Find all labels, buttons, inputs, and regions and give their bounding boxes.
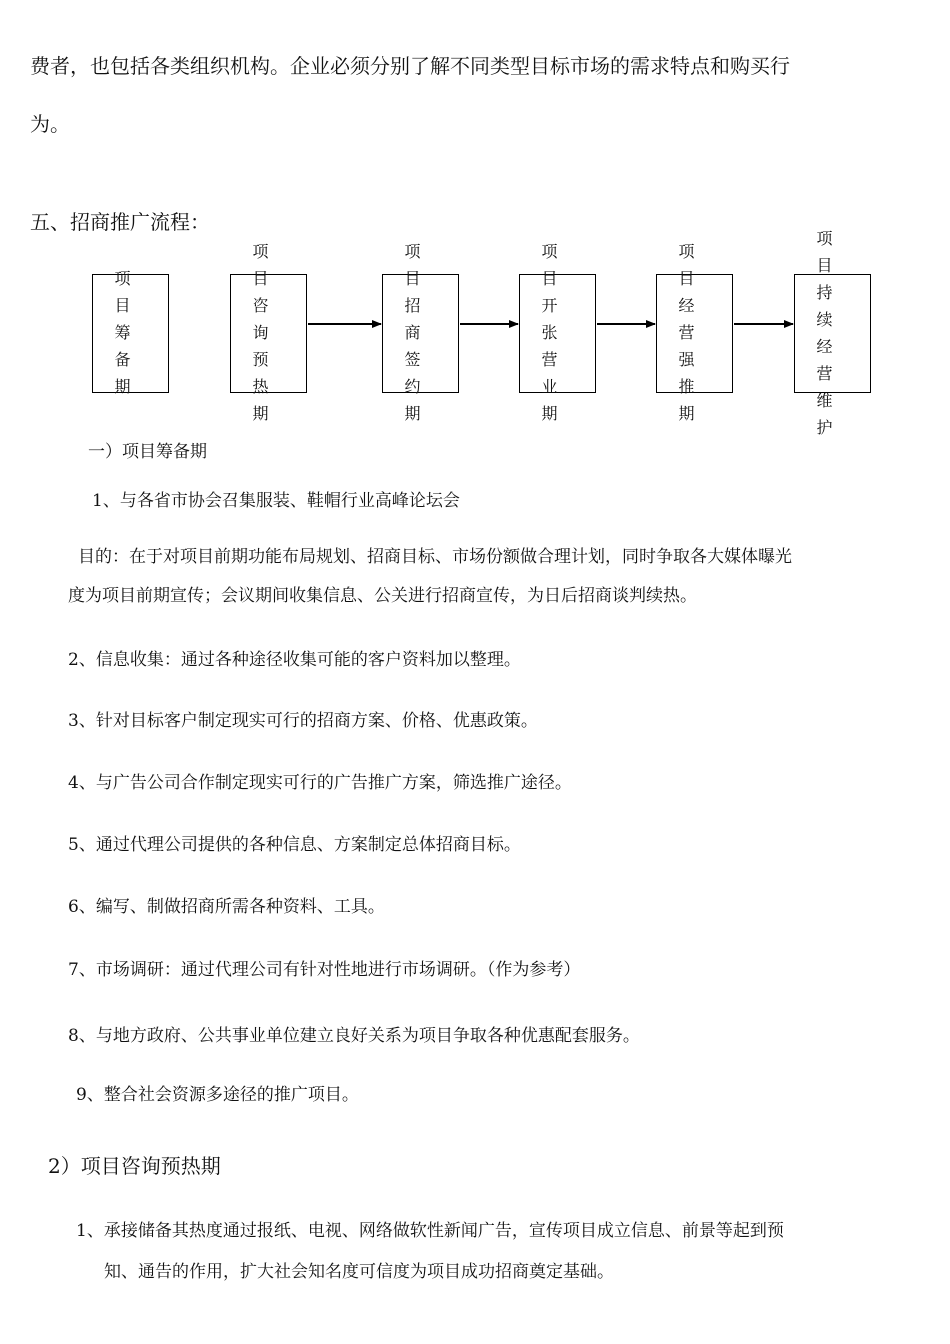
phase1-purpose-line-1: 目的：在于对项目前期功能布局规划、招商目标、市场份额做合理计划，同时争取各大媒体曝光 [78, 547, 792, 567]
intro-text-line-2: 为。 [30, 112, 70, 136]
flow-box-label: 项目持续经营维护 [816, 228, 855, 437]
phase1-item-8: 8、与地方政府、公共事业单位建立良好关系为项目争取各种优惠配套服务。 [68, 1026, 640, 1046]
flow-box-preparation [92, 269, 169, 396]
section-heading: 五、招商推广流程： [30, 210, 210, 234]
phase1-item-3: 3、针对目标客户制定现实可行的招商方案、价格、优惠政策。 [68, 711, 538, 731]
phase1-title: 一）项目筹备期 [88, 442, 207, 462]
phase2-item-1-line-1: 1、承接储备其热度通过报纸、电视、网络做软性新闻广告，宣传项目成立信息、前景等起到预 [76, 1221, 784, 1241]
intro-text-line-1: 费者，也包括各类组织机构。企业必须分别了解不同类型目标市场的需求特点和购买行 [30, 54, 790, 78]
flow-box-label: 项目经营强推期 [678, 242, 717, 423]
phase1-item-6: 6、编写、制做招商所需各种资料、工具。 [68, 897, 385, 917]
flow-box-label: 项目筹备期 [114, 269, 153, 396]
phase1-item-5: 5、通过代理公司提供的各种信息、方案制定总体招商目标。 [68, 835, 521, 855]
phase1-item-2: 2、信息收集：通过各种途径收集可能的客户资料加以整理。 [68, 650, 521, 670]
phase1-item-7: 7、市场调研：通过代理公司有针对性地进行市场调研。（作为参考） [68, 960, 581, 980]
flow-box-consultation [230, 242, 307, 423]
phase1-purpose-line-2: 度为项目前期宣传；会议期间收集信息、公关进行招商宣传，为日后招商谈判续热。 [68, 586, 697, 606]
flow-box-label: 项目开张营业期 [541, 242, 580, 423]
phase1-item-9: 9、整合社会资源多途径的推广项目。 [76, 1085, 359, 1105]
phase2-item-1-line-2: 知、通告的作用，扩大社会知名度可信度为项目成功招商奠定基础。 [104, 1262, 614, 1282]
phase1-item-1: 1、与各省市协会召集服装、鞋帽行业高峰论坛会 [92, 491, 460, 511]
flow-box-maintenance [794, 228, 871, 437]
phase1-item-4: 4、与广告公司合作制定现实可行的广告推广方案，筛选推广途径。 [68, 773, 572, 793]
flow-box-opening [519, 242, 596, 423]
flow-box-label: 项目咨询预热期 [252, 242, 291, 423]
flow-box-label: 项目招商签约期 [404, 242, 443, 423]
flow-box-signing [382, 242, 459, 423]
phase2-title: 2）项目咨询预热期 [48, 1154, 221, 1178]
flow-box-promotion [656, 242, 733, 423]
